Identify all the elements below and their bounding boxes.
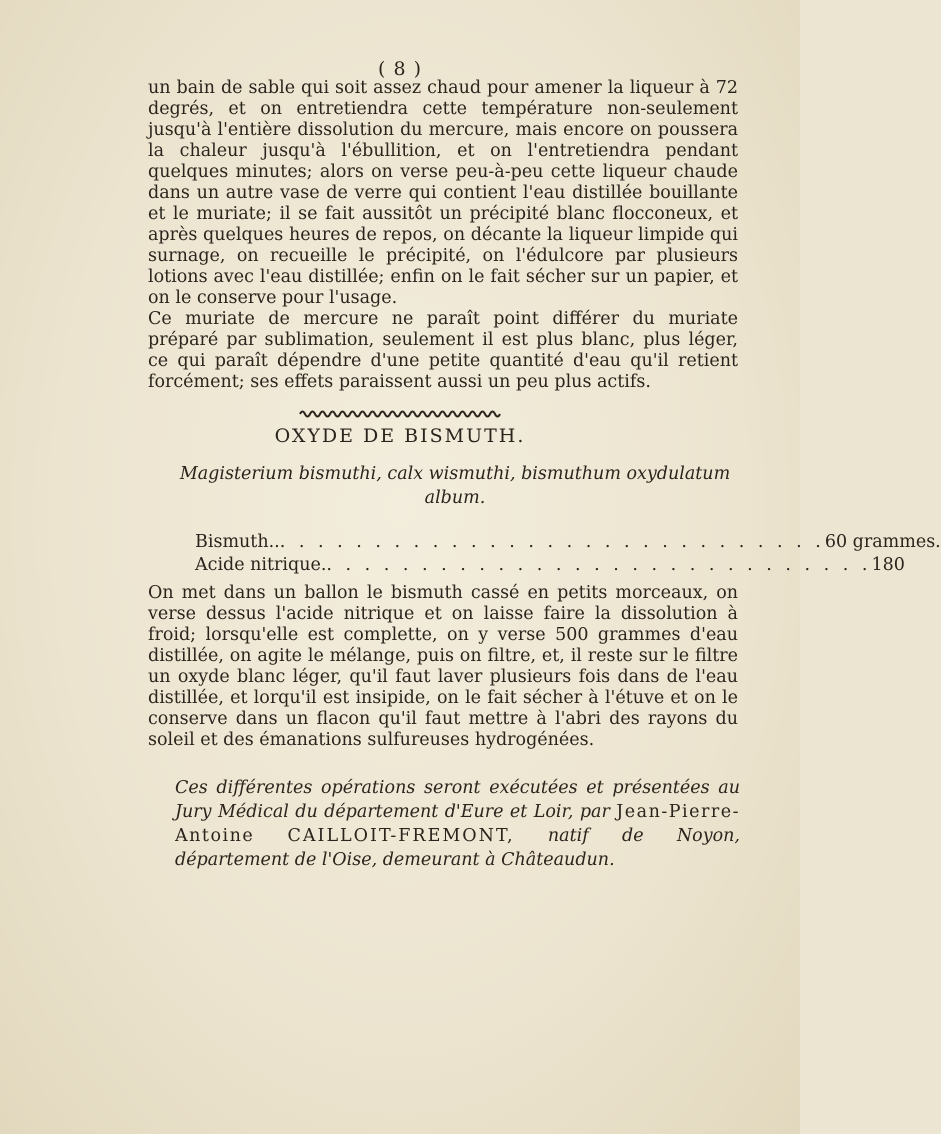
closing-statement xyxy=(175,776,740,872)
leader-dots: . . . . . . . . . . . . . . . . . . . . . . . . . . . . . xyxy=(326,555,872,575)
author-surname: CAILLOIT-FREMONT, xyxy=(287,826,515,846)
paragraph-bismuth-procedure: On met dans un ballon le bismuth cassé en petits morceaux, on verse dessus l'acide nitrique et on laisse faire la dissolution à froid; lorsqu'elle est complette, on y verse 500 grammes d'eau distillée, on agite le mélange, puis on filtre, et, il reste sur le filtre un oxyde blanc léger, qu'il faut laver plusieurs fois dans de l'eau distillée, et lorqu'il est insipide, on le fait sécher à l'étuve et on le conserve dans un flacon qu'il faut mettre à l'abri des rayons du soleil et des émanations sulfureuses hydrogénées. xyxy=(148,583,738,750)
ingredient-name: Bismuth.. xyxy=(195,532,280,552)
wave-ornament-icon xyxy=(300,409,500,419)
closing-rest: natif de Noyon, département de l'Oise, demeurant à Châteaudun. xyxy=(175,826,740,870)
page-number: ( 8 ) xyxy=(378,58,422,80)
ingredient-amount: 180 xyxy=(871,555,905,575)
leader-dots: . . . . . . . . . . . . . . . . . . . . . . . . . . . . . xyxy=(279,532,825,552)
section-subtitle: Magisterium bismuthi, calx wismuthi, bismuthum oxydulatum album. xyxy=(179,464,731,508)
section-title: OXYDE DE BISMUTH. xyxy=(274,425,526,447)
ingredient-amount: 60 grammes. xyxy=(824,532,941,552)
paragraph-mercury-preparation: un bain de sable qui soit assez chaud pour amener la liqueur à 72 degrés, et on entretiendra cette température non-seulement jusqu'à l'entière dissolution du mercure, mais encore on poussera la chaleur jusqu'à l'ébullition, et on l'entretiendra pendant quelques minutes; alors on verse peu-à-peu cette liqueur chaude dans un autre vase de verre qui contient l'eau distillée bouillante et le muriate; il se fait aussitôt un précipité blanc flocconeux, et après quelques heures de repos, on décante la liqueur limpide qui surnage, on recueille le précipité, on l'édulcore par plusieurs lotions avec l'eau distillée; enfin on le fait sécher sur un papier, et on le conserve pour l'usage. xyxy=(148,78,738,308)
ingredient-name: Acide nitrique. xyxy=(195,555,327,575)
recipe-line xyxy=(195,530,941,554)
paragraph-mercury-muriate: Ce muriate de mercure ne paraît point différer du muriate préparé par sublimation, seulement il est plus blanc, plus léger, ce qui paraît dépendre d'une petite quantité d'eau qu'il retient forcément; ses effets paraissent aussi un peu plus actifs. xyxy=(148,309,738,392)
wave-line xyxy=(300,412,500,417)
recipe-line xyxy=(195,553,905,577)
closing-intro: Ces différentes opérations seront exécutées et présentées au Jury Médical du département d'Eure et Loir, par xyxy=(175,778,740,822)
ornamental-divider xyxy=(0,404,800,423)
author-given-names: Jean-Pierre-Antoine xyxy=(175,802,740,846)
